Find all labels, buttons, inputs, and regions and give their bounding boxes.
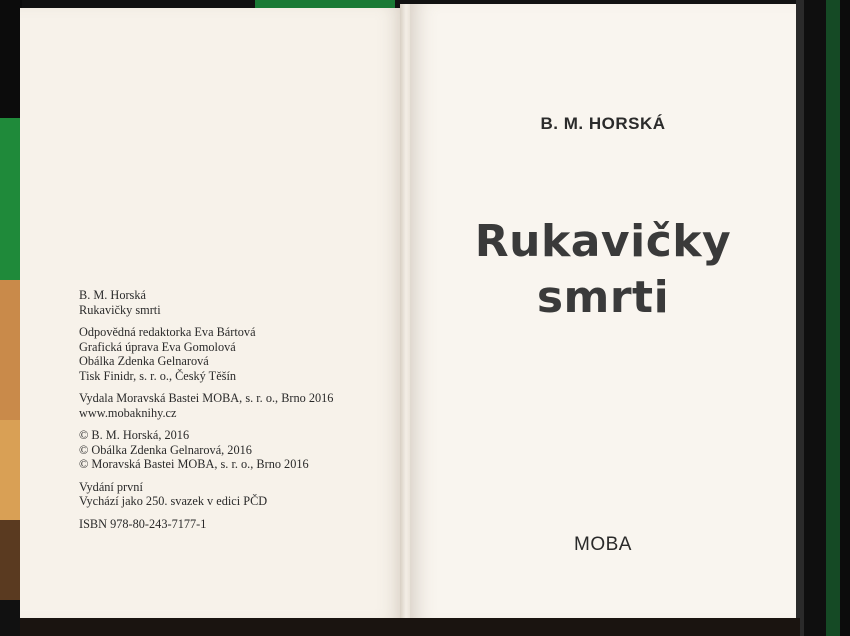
- imprint-block-copyright: [79, 428, 389, 472]
- imprint-line: B. M. Horská: [79, 288, 146, 302]
- imprint-line: www.mobaknihy.cz: [79, 405, 177, 420]
- imprint-block-edition: [79, 480, 389, 509]
- imprint-line: © B. M. Horská, 2016: [79, 428, 190, 442]
- isbn: ISBN 978-80-243-7177-1: [79, 516, 207, 531]
- imprint-block-publisher: [79, 391, 389, 420]
- imprint-line: Tisk Finidr, s. r. o., Český Těšín: [79, 368, 237, 383]
- author-name: B. M. HORSKÁ: [540, 114, 666, 133]
- book-cover-right-edge: [796, 0, 850, 636]
- imprint-line: Grafická úprava Eva Gomolová: [79, 339, 236, 354]
- imprint-line: Obálka Zdenka Gelnarová: [79, 354, 209, 368]
- publisher-name: MOBA: [574, 534, 632, 555]
- imprint-line: © Moravská Bastei MOBA, s. r. o., Brno 2016: [79, 457, 309, 471]
- imprint-block-credits: [79, 325, 389, 383]
- book-bottom-edge: [20, 618, 800, 636]
- imprint-line: Rukavičky smrti: [79, 302, 161, 317]
- book-title-line: smrti: [536, 272, 670, 323]
- imprint-line: Odpovědná redaktorka Eva Bártová: [79, 325, 256, 339]
- imprint-block-isbn: [79, 517, 389, 532]
- imprint-line: Vychází jako 250. svazek v edici PČD: [79, 494, 268, 508]
- imprint-section: [79, 288, 389, 539]
- imprint-line: Vydala Moravská Bastei MOBA, s. r. o., Brno 2016: [79, 391, 334, 405]
- book-title: [410, 214, 796, 326]
- imprint-line: Vydání první: [79, 479, 143, 494]
- imprint-line: © Obálka Zdenka Gelnarová, 2016: [79, 442, 252, 457]
- book-cover-left-edge: [0, 0, 22, 636]
- book-title-line: Rukavičky: [474, 216, 732, 267]
- imprint-block-book: [79, 288, 389, 317]
